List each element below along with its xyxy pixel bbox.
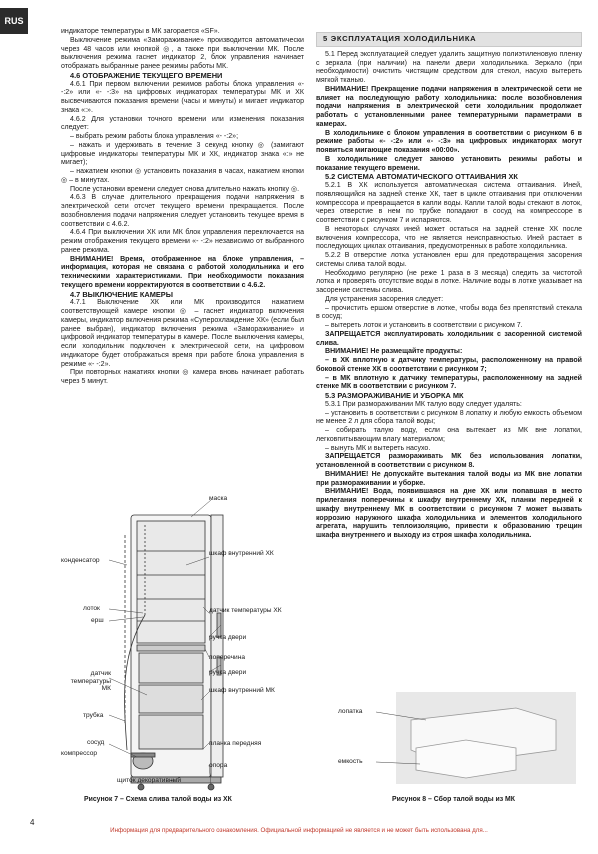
paragraph: 4.6.4 При выключении ХК или МК блок управления переключается на режим отображения текущего времени «- -:2» независимо от выбранного ранее режима. xyxy=(61,229,304,254)
forbid-text: ЗАПРЕЩАЕТСЯ размораживать МК без использования лопатки, установленной в соответствии с рисунком 8. xyxy=(316,453,582,469)
list-item: – нажатием кнопки ◎ установить показания в часах, нажатием кнопки ◎ – в минутах. xyxy=(61,168,304,184)
label-shchitok: щиток декоративный xyxy=(117,777,182,784)
section-title-bar: 5 ЭКСПЛУАТАЦИЯ ХОЛОДИЛЬНИКА xyxy=(316,32,582,47)
label-kompressor: компрессор xyxy=(61,750,98,757)
warning-text: В холодильнике следует заново установить режимы работы и показание текущего времени. xyxy=(316,155,582,172)
paragraph: Выключение режима «Замораживание» производится автоматически через 48 часов или кнопкой ◎, а также при выключении МК. После выключения режима гаснет индикатор 2, блок управления начинает отображать выбранные ранее режимы работы МК. xyxy=(61,36,304,70)
label-lotok: лоток xyxy=(83,605,100,612)
list-item: – вытереть лоток и установить в соответствии с рисунком 7. xyxy=(325,322,523,329)
label-sosud: сосуд xyxy=(87,739,105,746)
warning-text: В холодильнике с блоком управления в соответствии с рисунком 6 в режиме работы «- -:2» или «- -:3» на цифровых индикаторах могут появиться мигающие показания «00:00». xyxy=(316,129,582,154)
warning-text: ВНИМАНИЕ! Вода, появившаяся на дне ХК или попавшая в место прилегания поперечины к шкафу внутреннему ХК, планки передней к шкафу внутреннему МК в соответствии с рисунком 7 может вызвать коррозию наружного шкафа холодильника и элементов холодильного агрегата, нарушить теплоизоляцию, привести к образованию трещин шкафа внутреннего и выходу из строя шкафа холодильника. xyxy=(316,488,582,539)
figure-8 xyxy=(316,690,582,790)
list-item: – вынуть МК и вытереть насухо. xyxy=(325,444,431,452)
label-datchik-mk: датчик температуры МК xyxy=(70,670,111,692)
right-column xyxy=(316,32,582,541)
label-ersh: ерш xyxy=(91,617,104,624)
figure-7 xyxy=(61,495,308,795)
paragraph: индикаторе температуры в МК загорается «SF». xyxy=(61,28,220,35)
label-shkaf-mk: шкаф внутренний МК xyxy=(209,687,275,694)
warning-text: ВНИМАНИЕ! Не допускайте вытекания талой воды из МК вне лопатки при размораживании и уборке. xyxy=(316,470,582,487)
paragraph: 4.6.1 При первом включении режимов работы блока управления «- -:2» или «- -:3» на цифровых индикаторах температуры МК и ХК высвечиваются показания времени (часы и минуты) и мигает индикатор знака «:». xyxy=(61,80,304,114)
paragraph: После установки времени следует снова длительно нажать кнопку ◎. xyxy=(70,185,300,193)
paragraph: 5.1 Перед эксплуатацией следует удалить защитную полиэтиленовую пленку с зеркала (при наличии) на панели двери холодильника. Зеркало (при необходимости) очистить чистящим средством для стекол, насухо вытереть мягкой тканью. xyxy=(316,50,582,84)
paragraph: 4.6.3 В случае длительного прекращения подачи напряжения в электрической сети отсчет текущего времени прекращается. После возобновления подачи напряжения следует установить текущее время в соответствии с 4.6.2. xyxy=(61,194,304,228)
label-maska: маска xyxy=(209,495,228,502)
figure-8-caption: Рисунок 8 – Сбор талой воды из МК xyxy=(392,796,516,803)
list-item: – собирать талую воду, если она вытекает из МК вне лопатки, легковпитывающим влагу материалом; xyxy=(316,427,582,443)
section-heading: 4.6 ОТОБРАЖЕНИЕ ТЕКУЩЕГО ВРЕМЕНИ xyxy=(70,70,223,80)
label-lopatka: лопатка xyxy=(338,708,363,715)
label-planka: планка передняя xyxy=(209,740,262,747)
paragraph: Для устранения засорения следует: xyxy=(325,295,444,303)
warning-text: – в ХК вплотную к датчику температуры, расположенному на правой боковой стенке ХК в соответствии с рисунком 7; xyxy=(316,357,582,373)
label-datchik-xk: датчик температуры ХК xyxy=(209,607,282,614)
fridge-diagram xyxy=(61,495,308,795)
paragraph: 5.2.2 В отверстие лотка установлен ерш для предотвращения засорения системы слива талой воды. xyxy=(316,252,582,268)
list-item: – нажать и удерживать в течение 3 секунд кнопку ◎ (замигают цифровые индикаторы температуры МК и ХК, индикатор знака «:» не мигает); xyxy=(61,141,304,167)
label-opora: опора xyxy=(209,762,228,769)
paragraph: 5.2.1 В ХК используется автоматическая система оттаивания. Иней, появляющийся на задней стенке ХК, тает в цикле отгаивания при отключении компрессора и превращается в капли воды. Капли талой воды стекают в лоток, через отверстие в нем по трубке попадают в сосуд на компрессоре в соответствии с рисунком 7 и испаряются. xyxy=(316,182,582,224)
section-heading: 5.2 СИСТЕМА АВТОМАТИЧЕСКОГО ОТТАИВАНИЯ ХК xyxy=(325,172,518,182)
footer-notice: Информация для предварительного ознакомления. Официальной информацией не является и не может быть использована для... xyxy=(110,827,488,834)
language-tab: RUS xyxy=(0,8,28,34)
section-heading: 5.3 РАЗМОРАЖИВАНИЕ И УБОРКА МК xyxy=(325,391,464,400)
paragraph: 4.7.1 Выключение ХК или МК производится нажатием соответствующей камере кнопки ◎ – гаснет индикатор включения камеры, индикатор включения режима «Суперохлаждение ХК» (если был ранее выбран), индикатор включения режима «Замораживание» и цифровой индикатор температуры в камере. После выключения камеры, если холодильник подключен к электрической сети, на цифровом индикаторе будет отображаться время при работе блока управления в режиме «- -:2». xyxy=(61,299,304,368)
forbid-text: ЗАПРЕЩАЕТСЯ эксплуатировать холодильник с засоренной системой слива. xyxy=(316,330,582,347)
label-kondensator: конденсатор xyxy=(61,557,100,564)
page-number: 4 xyxy=(30,818,35,827)
label-trubka: трубка xyxy=(83,712,104,719)
warning-text: ВНИМАНИЕ! Не размещайте продукты: xyxy=(325,348,463,356)
list-item: – выбрать режим работы блока управления «- -:2»; xyxy=(70,133,239,140)
label-poperechina: поперечина xyxy=(209,654,246,661)
warning-text: ВНИМАНИЕ! Время, отображенное на блоке управления, – информация, которая не связана с работой холодильника и его техническими характеристиками. При необходимости показания текущего времени корректируются в соответствии с 4.6.2. xyxy=(61,255,304,289)
paragraph: В некоторых случаях иней может остаться на задней стенке ХК после включения компрессора, что не является неисправностью. Иней растает в последующих циклах отгаивания, предусмотренных в работе холодильника. xyxy=(316,225,582,251)
figure-7-caption: Рисунок 7 – Схема слива талой воды из ХК xyxy=(84,796,232,803)
warning-text: ВНИМАНИЕ! Прекращение подачи напряжения в электрической сети не влияет на последующую работу холодильника: после возобновления подачи напряжения в электрической сети холодильник продолжает работать с установленными ранее температурными параметрами в камерах. xyxy=(316,85,582,128)
warning-text: – в МК вплотную к датчику температуры, расположенному на задней стенке МК в соответствии с рисунком 7. xyxy=(316,374,582,391)
label-shkaf-xk: шкаф внутренний ХК xyxy=(209,550,274,557)
list-item: – прочистить ершом отверстие в лотке, чтобы вода без препятствий стекала в сосуд; xyxy=(316,304,582,321)
paragraph: При повторных нажатиях кнопки ◎ камера вновь начинает работать через 5 минут. xyxy=(61,369,304,385)
label-emkost: емкость xyxy=(338,758,363,765)
defrost-diagram xyxy=(316,690,582,790)
label-ruchka-1: ручка двери xyxy=(209,634,247,641)
list-item: – установить в соответствии с рисунком 8 лопатку и любую емкость объемом не менее 2 л для сбора талой воды; xyxy=(316,409,582,426)
left-column xyxy=(61,28,304,387)
section-heading: 4.7 ВЫКЛЮЧЕНИЕ КАМЕРЫ xyxy=(70,289,173,299)
paragraph: 4.6.2 Для установки точного времени или изменения показания следует: xyxy=(61,115,304,132)
label-ruchka-2: ручка двери xyxy=(209,669,247,676)
paragraph: 5.3.1 При размораживании МК талую воду следует удалять: xyxy=(325,400,522,408)
paragraph: Необходимо регулярно (не реже 1 раза в 3 месяца) следить за чистотой лотка и проверять отсутствие воды в лотке. Наличие воды в лотке указывает на засорение системы слива. xyxy=(316,269,582,294)
